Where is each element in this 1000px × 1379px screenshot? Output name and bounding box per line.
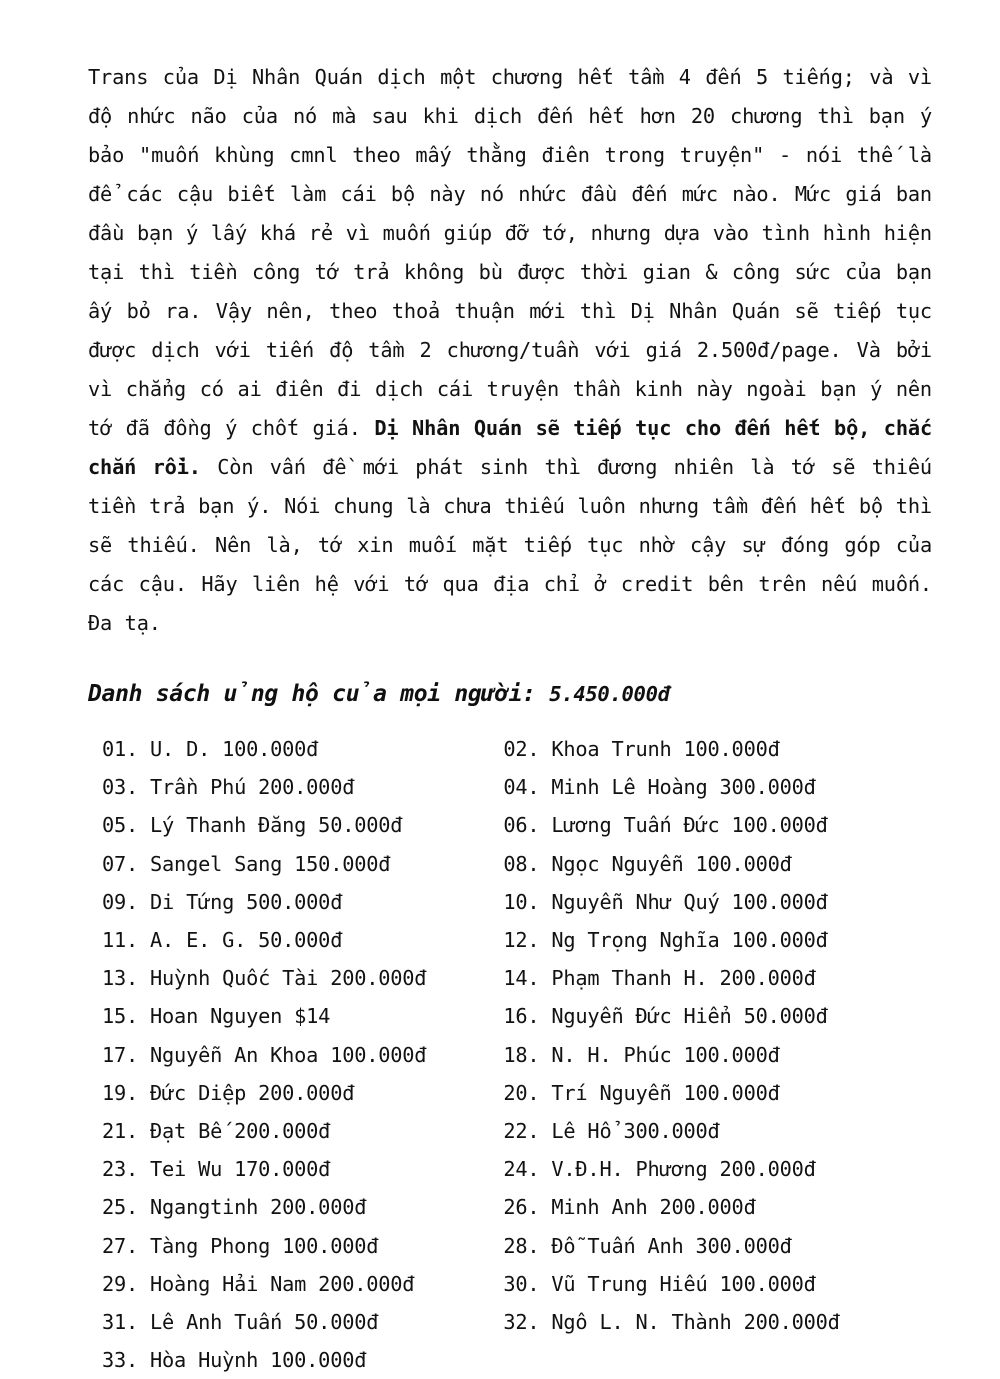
donation-total-amount: 5.450.000đ: [549, 682, 670, 706]
list-item: 15. Hoan Nguyen $14: [102, 1004, 331, 1029]
list-item: 33. Hòa Huỳnh 100.000đ: [102, 1348, 367, 1373]
list-item: 01. U. D. 100.000đ: [102, 737, 319, 761]
list-item: 12. Ng Trọng Nghĩa 100.000đ: [503, 928, 828, 953]
list-item: 20. Trí Nguyễn 100.000đ: [503, 1080, 780, 1105]
list-item: 02. Khoa Trunh 100.000đ: [503, 737, 780, 761]
body-paragraph: [88, 58, 932, 643]
list-item: 30. Vũ Trung Hiếu 100.000đ: [503, 1271, 816, 1296]
list-item: 08. Ngọc Nguyễn 100.000đ: [503, 851, 792, 876]
donation-list-heading-label: Danh sách ủng hộ của mọi người:: [88, 681, 536, 707]
list-item: 32. Ngô L. N. Thành 200.000đ: [503, 1310, 840, 1335]
list-item: 21. Đạt Bế 200.000đ: [102, 1119, 331, 1144]
list-item: 16. Nguyễn Đức Hiển 50.000đ: [503, 1004, 828, 1029]
paragraph-bold-emphasis: Dị Nhân Quán sẽ tiếp tục cho đến hết bộ, chắc chắn rồi.: [88, 416, 933, 479]
list-item: 09. Di Tứng 500.000đ: [102, 889, 343, 914]
list-item: 18. N. H. Phúc 100.000đ: [503, 1042, 780, 1067]
list-item: 13. Huỳnh Quốc Tài 200.000đ: [102, 966, 427, 991]
donation-list-heading: [88, 677, 932, 711]
donor-list: [88, 730, 932, 1379]
list-item: 14. Phạm Thanh H. 200.000đ: [503, 966, 816, 991]
list-item: 22. Lê Hổ 300.000đ: [503, 1119, 720, 1144]
list-item: 24. V.Đ.H. Phương 200.000đ: [503, 1157, 816, 1182]
list-item: 29. Hoàng Hải Nam 200.000đ: [102, 1271, 415, 1296]
list-item: 31. Lê Anh Tuấn 50.000đ: [102, 1310, 379, 1335]
list-item: 06. Lương Tuấn Đức 100.000đ: [503, 813, 828, 838]
list-item: 19. Đức Diệp 200.000đ: [102, 1080, 355, 1105]
list-item: 25. Ngangtinh 200.000đ: [102, 1195, 367, 1220]
list-item: 23. Tei Wu 170.000đ: [102, 1157, 331, 1182]
list-item: 26. Minh Anh 200.000đ: [503, 1195, 756, 1220]
list-item: 05. Lý Thanh Đăng 50.000đ: [102, 813, 403, 838]
list-item: 04. Minh Lê Hoàng 300.000đ: [503, 775, 816, 800]
list-item: 11. A. E. G. 50.000đ: [102, 928, 343, 953]
list-item: 10. Nguyễn Như Quý 100.000đ: [503, 889, 828, 914]
list-item: 27. Tàng Phong 100.000đ: [102, 1233, 379, 1258]
list-item: 28. Đỗ Tuấn Anh 300.000đ: [503, 1233, 792, 1258]
list-item: 07. Sangel Sang 150.000đ: [102, 851, 391, 876]
paragraph-part-2: Còn vấn đề mới phát sinh thì đương nhiên là tớ sẽ thiếu tiền trả bạn ý. Nói chung là chưa thiếu luôn nhưng tầm đến hết bộ thì sẽ thiếu. Nên là, tớ xin muối mặt tiếp tục nhờ cậy sự đóng góp của các cậu. Hãy liên hệ với tớ qua địa chỉ ở credit bên trên nếu muốn. Đa tạ.: [88, 455, 932, 635]
donor-column-right: [503, 730, 932, 1379]
donor-column-left: [102, 730, 503, 1379]
list-item: 03. Trần Phú 200.000đ: [102, 775, 355, 800]
paragraph-part-1: Trans của Dị Nhân Quán dịch một chương hết tầm 4 đến 5 tiếng; và vì độ nhức não của nó mà sau khi dịch đến hết hơn 20 chương thì bạn ý bảo "muốn khùng cmnl theo mấy thằng điên trong truyện" - nói thế là để các cậu biết làm cái bộ này nó nhức đầu đến mức nào. Mức giá ban đầu bạn ý lấy khá rẻ vì muốn giúp đỡ tớ, nhưng dựa vào tình hình hiện tại thì tiền công tớ trả không bù được thời gian & công sức của bạn ấy bỏ ra. Vậy nên, theo thoả thuận mới thì Dị Nhân Quán sẽ tiếp tục được dịch với tiến độ tầm 2 chương/tuần với giá 2.500đ/page. Và bởi vì chẳng có ai điên đi dịch cái truyện thần kinh này ngoài bạn ý nên tớ đã đồng ý chốt giá.: [88, 65, 932, 440]
list-item: 17. Nguyễn An Khoa 100.000đ: [102, 1042, 427, 1067]
